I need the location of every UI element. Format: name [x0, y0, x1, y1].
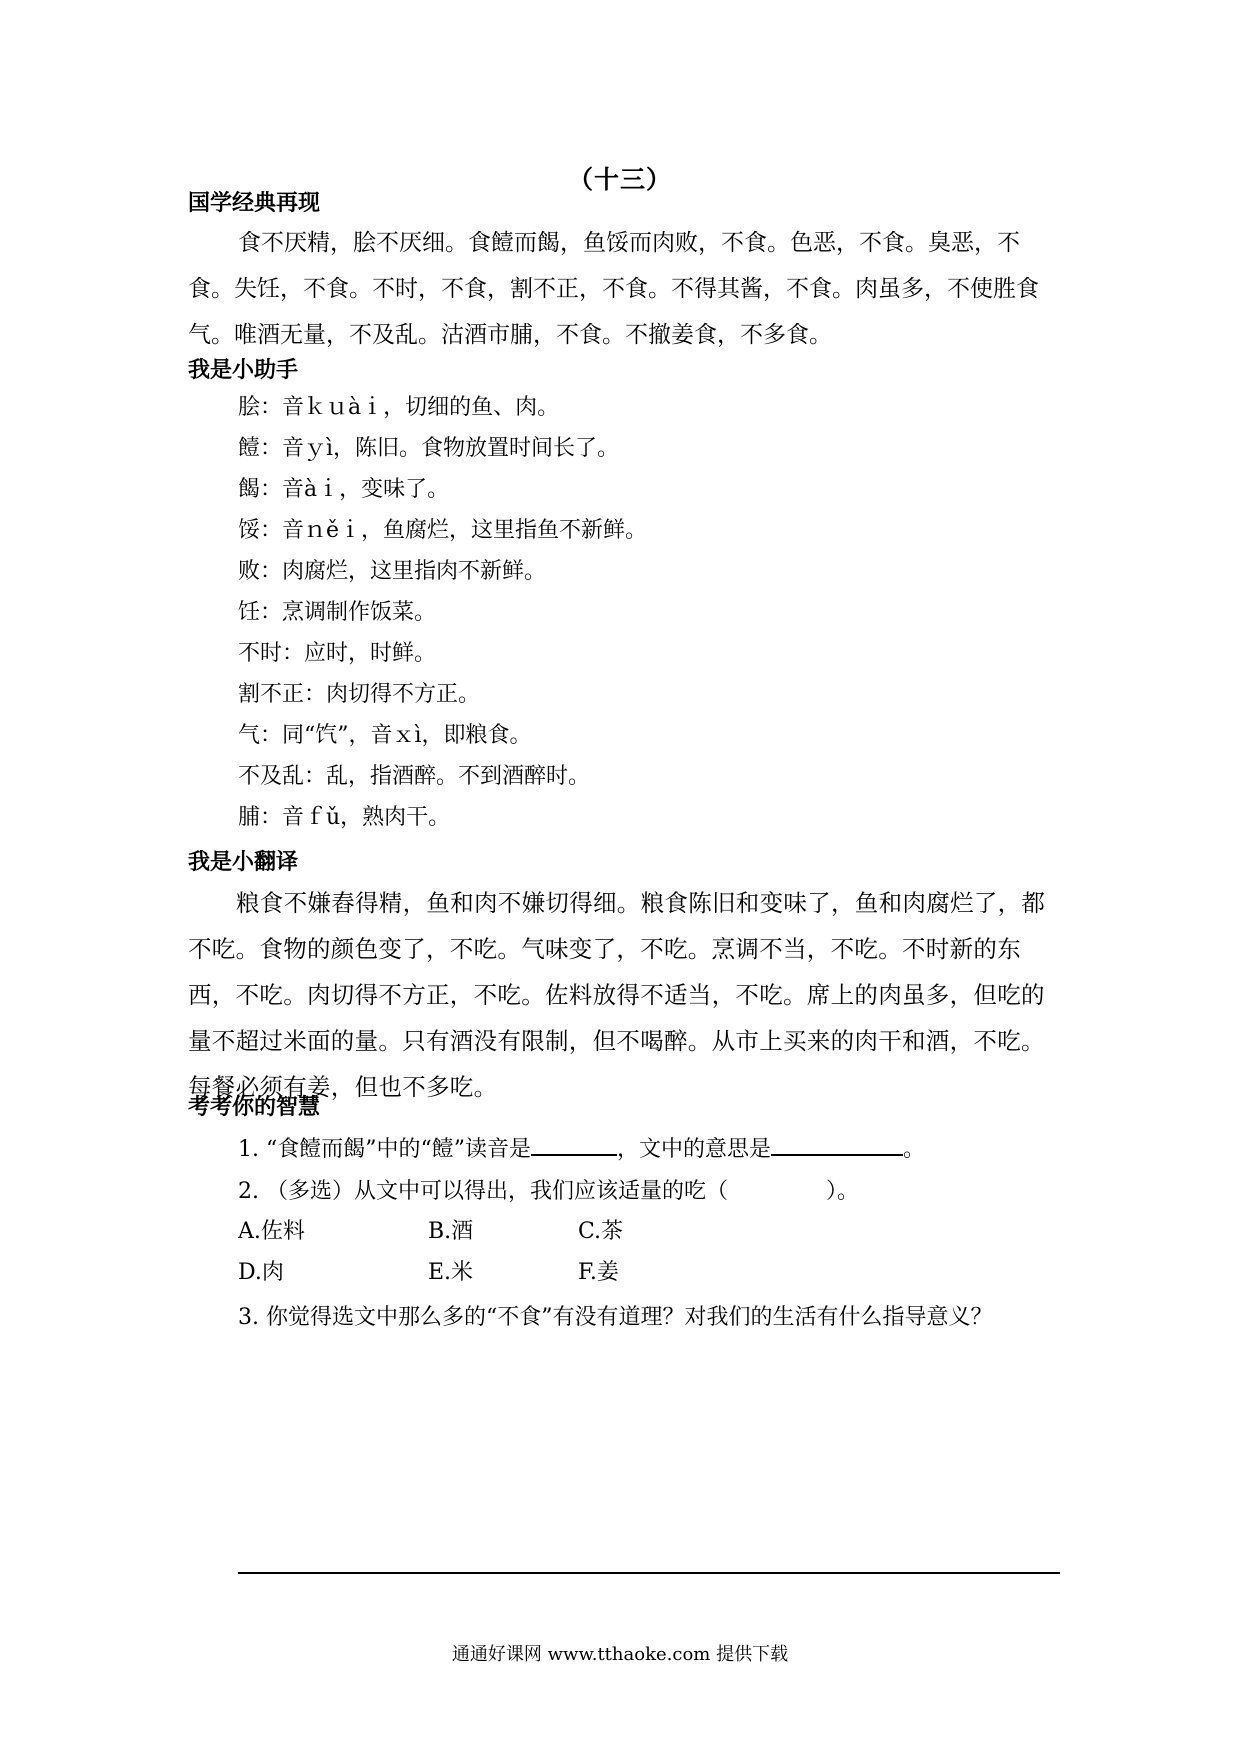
- gloss-item: 气：同“饩”，音ｘì，即粮食。: [238, 723, 532, 748]
- option-f: F.姜: [578, 1260, 619, 1285]
- option-d: D.肉: [238, 1260, 284, 1285]
- gloss-item: 不时：应时，时鲜。: [238, 641, 437, 666]
- translation-text-body: 粮食不嫌舂得精，鱼和肉不嫌切得细。粮食陈旧和变味了，鱼和肉腐烂了，都不吃。食物的颜色变了，不吃。气味变了，不吃。烹调不当，不吃。不时新的东西，不吃。肉切得不方正，不吃。佐料放得不适当，不吃。席上的肉虽多，但吃的量不超过米面的量。只有酒没有限制，但不喝醉。从市上买来的肉干和酒，不吃。每餐必须有姜，但也不多吃。: [188, 889, 1046, 1101]
- question-1-text-b: ，文中的意思是: [616, 1137, 771, 1162]
- section-heading-quiz: 考考你的智慧: [188, 1095, 321, 1120]
- classic-text: [188, 220, 1058, 358]
- question-2: [238, 1174, 859, 1205]
- question-1-text-a: 1. “食饐而餲”中的“饐”读音是: [238, 1137, 531, 1162]
- option-c: C.茶: [578, 1219, 624, 1244]
- option-e: E.米: [428, 1260, 474, 1285]
- classic-text-body: 食不厌精，脍不厌细。食饐而餲，鱼馁而肉败，不食。色恶，不食。臭恶，不食。失饪，不食。不时，不食，割不正，不食。不得其酱，不食。肉虽多，不使胜食气。唯酒无量，不及乱。沽酒市脯，不食。不撤姜食，不多食。: [188, 230, 1039, 348]
- question-1: [238, 1132, 925, 1163]
- gloss-item: 餲：音àｉ，变味了。: [238, 477, 450, 502]
- translation-text: [188, 880, 1060, 1110]
- answer-blank-1[interactable]: [531, 1132, 617, 1156]
- section-heading-helper: 我是小助手: [188, 358, 299, 383]
- gloss-item: 饪：烹调制作饭菜。: [238, 600, 437, 625]
- question-3: 3. 你觉得选文中那么多的“不食”有没有道理？对我们的生活有什么指导意义？: [238, 1305, 993, 1330]
- page-title: （十三）: [567, 165, 672, 194]
- answer-blank-2[interactable]: [771, 1132, 903, 1156]
- gloss-item: 饐：音ｙì，陈旧。食物放置时间长了。: [238, 436, 620, 461]
- gloss-item: 不及乱：乱，指酒醉。不到酒醉时。: [238, 764, 591, 789]
- question-1-text-c: 。: [903, 1137, 926, 1162]
- question-2-text-a: 2. （多选）从文中可以得出，我们应该适量的吃（: [238, 1179, 728, 1204]
- section-heading-translation: 我是小翻译: [188, 850, 299, 875]
- question-2-text-b: ）。: [826, 1179, 860, 1204]
- gloss-item: 脯：音ｆǔ，熟肉干。: [238, 805, 451, 830]
- footer-source: 通通好课网 www.tthaoke.com 提供下载: [451, 1644, 789, 1665]
- answer-line[interactable]: [238, 1572, 1060, 1574]
- option-a: A.佐料: [238, 1219, 305, 1244]
- section-heading-classic: 国学经典再现: [188, 191, 321, 216]
- gloss-item: 脍：音ｋｕàｉ，切细的鱼、肉。: [238, 395, 560, 420]
- option-b: B.酒: [428, 1219, 474, 1244]
- gloss-item: 馁：音ｎěｉ，鱼腐烂，这里指鱼不新鲜。: [238, 518, 648, 543]
- gloss-item: 败：肉腐烂，这里指肉不新鲜。: [238, 559, 547, 584]
- gloss-item: 割不正：肉切得不方正。: [238, 682, 481, 707]
